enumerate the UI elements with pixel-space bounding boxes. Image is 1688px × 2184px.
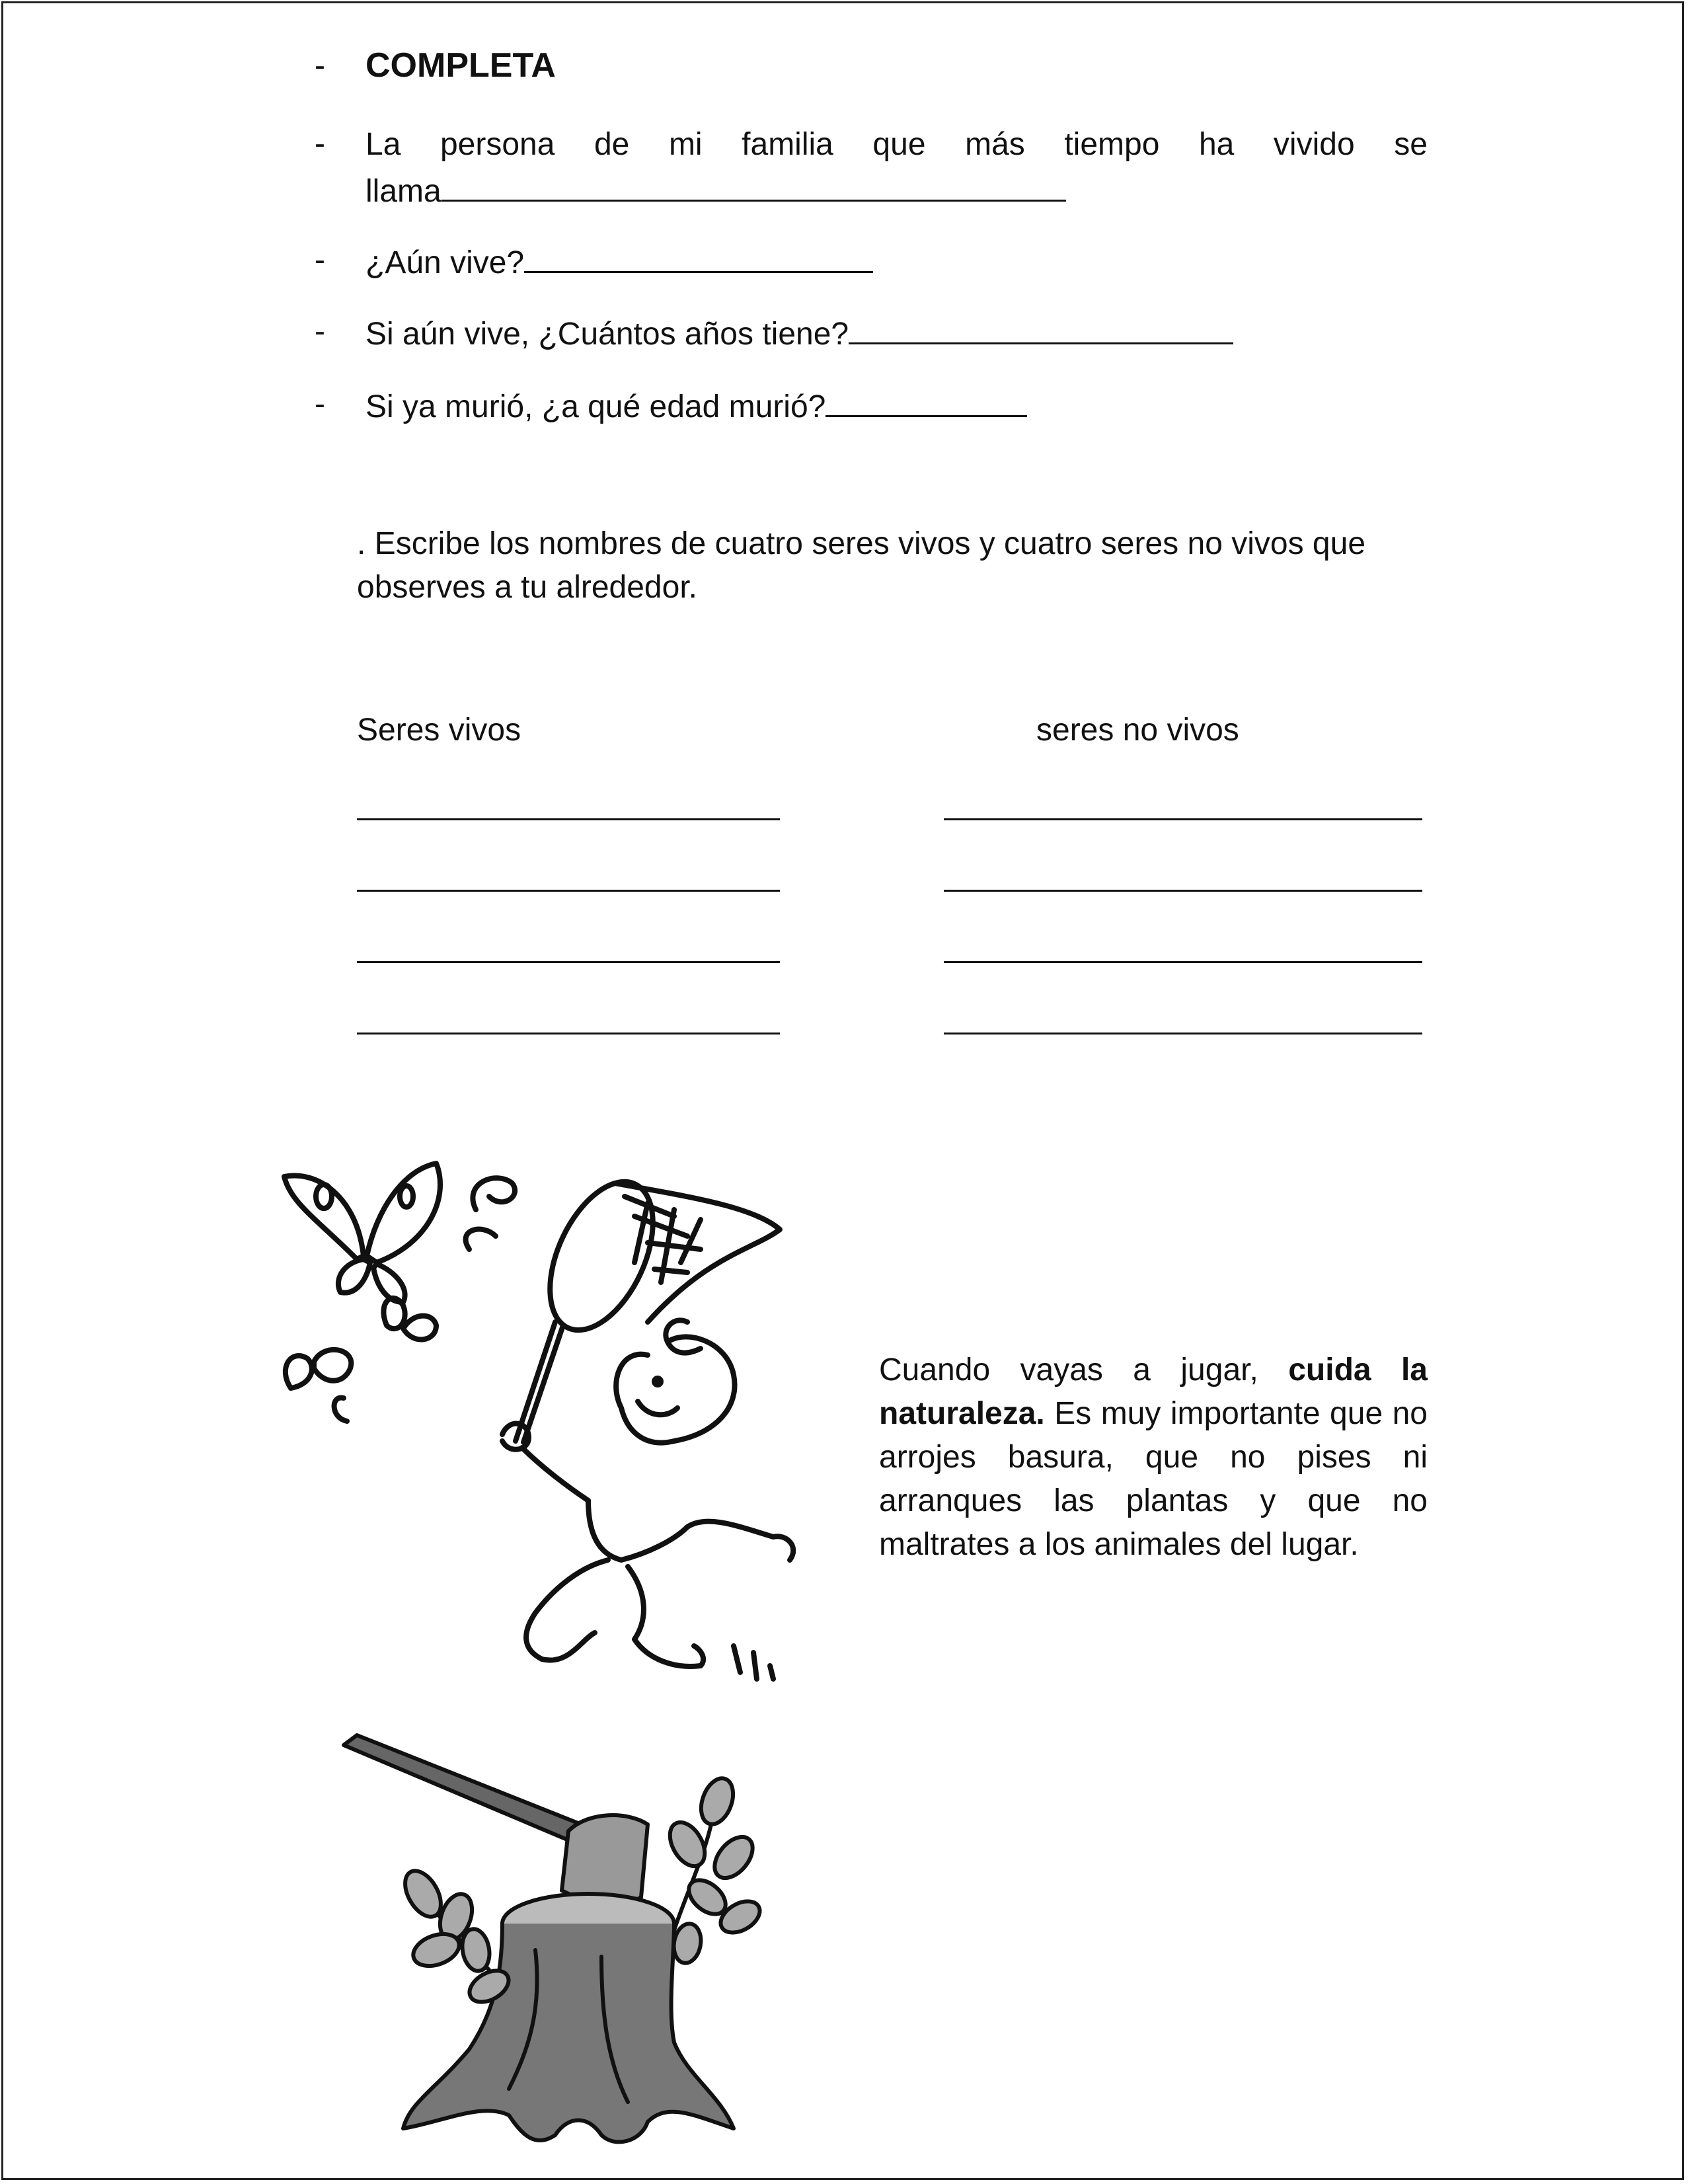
question-oldest-relative-line2: llama	[365, 167, 1066, 214]
bullet-dash: -	[315, 48, 325, 83]
answer-line-living[interactable]	[357, 1033, 780, 1034]
answer-line-nonliving[interactable]	[944, 890, 1422, 892]
bullet-dash: -	[315, 243, 325, 278]
column-header-living: Seres vivos	[357, 713, 521, 748]
heading-completa: COMPLETA	[365, 46, 556, 85]
axe-stump-illustration	[337, 1732, 800, 2155]
bullet-dash: -	[315, 314, 325, 349]
answer-line-living[interactable]	[357, 961, 780, 963]
leaf-branch-icon	[398, 1865, 514, 2008]
butterfly-icon	[286, 1350, 351, 1421]
answer-blank-name[interactable]	[441, 167, 1066, 202]
answer-blank-death-age[interactable]	[825, 382, 1027, 417]
question-age-now: Si aún vive, ¿Cuántos años tiene?	[365, 309, 1233, 356]
butterfly-icon	[284, 1163, 440, 1302]
answer-line-nonliving[interactable]	[944, 818, 1422, 820]
butterfly-net-icon	[516, 1166, 780, 1442]
butterfly-icon	[383, 1298, 436, 1340]
question-oldest-relative-line1: La persona de mi familia que más tiempo ha vivido se	[365, 127, 1428, 162]
answer-blank-age[interactable]	[849, 309, 1233, 344]
answer-line-nonliving[interactable]	[944, 961, 1422, 963]
instruction-line1: . Escribe los nombres de cuatro seres vivos y cuatro seres no vivos que	[357, 526, 1366, 561]
bullet-dash: -	[315, 126, 325, 161]
bullet-dash: -	[315, 387, 325, 422]
instruction-line2: observes a tu alrededor.	[357, 570, 697, 605]
answer-line-nonliving[interactable]	[944, 1033, 1422, 1034]
nature-care-emphasis: cuida la naturaleza.	[879, 1352, 1428, 1431]
answer-line-living[interactable]	[357, 890, 780, 892]
question-still-alive: ¿Aún vive?	[365, 238, 873, 285]
column-header-nonliving: seres no vivos	[1036, 713, 1239, 748]
child-butterfly-net-illustration	[278, 1157, 872, 1699]
answer-blank-alive[interactable]	[524, 238, 873, 273]
axe-icon	[344, 1735, 648, 1904]
nature-care-paragraph: Cuando vayas a jugar, cuida la naturaleza. Es muy importante que no arrojes basura, que no pises ni arranques las plantas y que no maltrates a los animales del lugar.	[879, 1352, 1428, 1562]
leaf-branch-icon	[663, 1774, 765, 1965]
answer-line-living[interactable]	[357, 818, 780, 820]
question-age-at-death: Si ya murió, ¿a qué edad murió?	[365, 382, 1027, 429]
